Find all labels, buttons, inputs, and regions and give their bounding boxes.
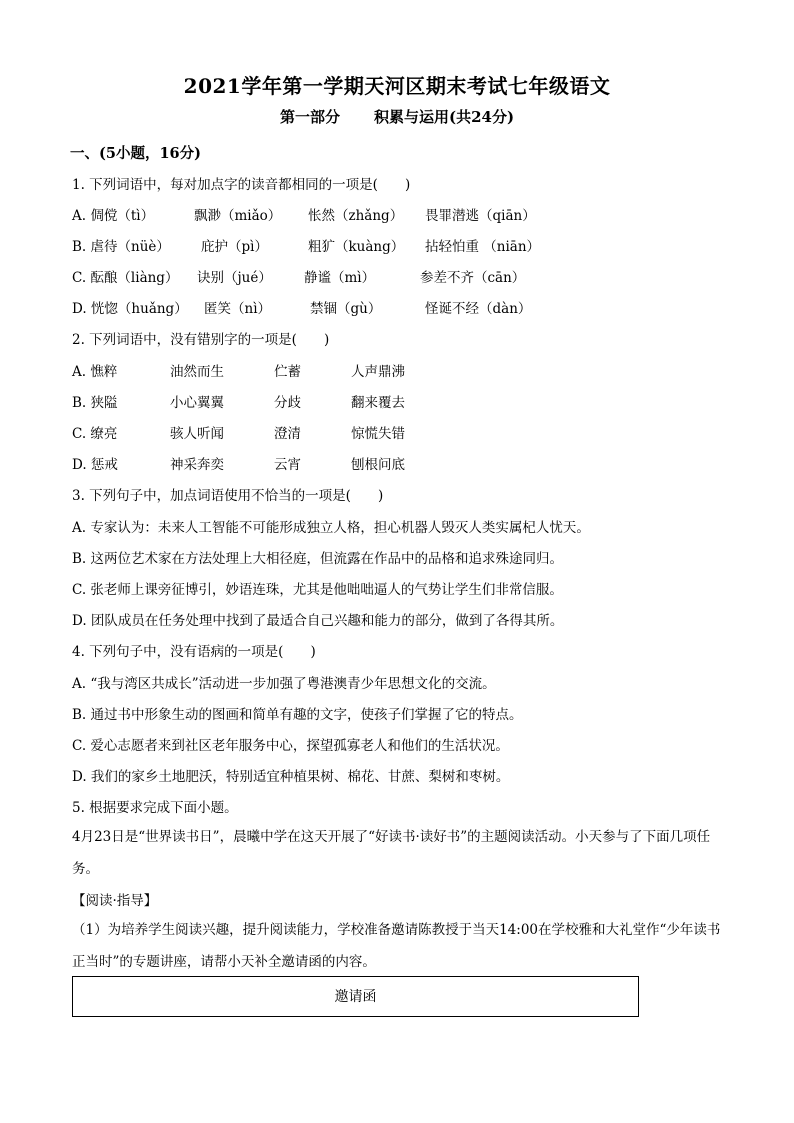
q1-option-c-4: 参差不齐（cān） — [420, 270, 526, 286]
q1-option-a-1: A. 倜傥（tì） — [72, 208, 155, 224]
q3-option-a: A. 专家认为：未来人工智能不可能形成独立人格，担心机器人毁灭人类实属杞人忧天。 — [72, 520, 590, 536]
q5-task-1: （1）为培养学生阅读兴趣，提升阅读能力，学校准备邀请陈教授于当天14:00在学校雅和大礼堂作“少年读书正当时”的专题讲座，请帮小天补全邀请函的内容。 — [72, 922, 721, 970]
q1-option-a-2: 飘渺（miǎo） — [194, 208, 282, 224]
q2-option-d-3: 云宵 — [274, 457, 301, 473]
q3-option-c: C. 张老师上课旁征博引，妙语连珠，尤其是他咄咄逼人的气势让学生们非常信服。 — [72, 582, 563, 598]
q2-option-b-3: 分歧 — [274, 395, 301, 411]
q1-option-c-2: 诀别（jué） — [197, 270, 272, 286]
q4-option-b: B. 通过书中形象生动的图画和简单有趣的文字，使孩子们掌握了它的特点。 — [72, 707, 523, 723]
q2-option-a-4: 人声鼎沸 — [351, 364, 405, 380]
q2-option-a-3: 伫蓄 — [274, 364, 301, 380]
q1-option-c-3: 静谧（mì） — [304, 270, 376, 286]
q1-option-a-3: 怅然（zhǎng） — [308, 208, 404, 224]
q1-option-d-4: 怪诞不经（dàn） — [425, 301, 532, 317]
q2-option-c-3: 澄清 — [274, 426, 301, 442]
q2-option-b-1: B. 狭隘 — [72, 395, 118, 411]
q2-option-d-1: D. 惩戒 — [72, 457, 118, 473]
q2-option-b-4: 翻来覆去 — [351, 395, 405, 411]
q1-option-b-2: 庇护（pì） — [201, 239, 268, 255]
q3-option-d: D. 团队成员在任务处理中找到了最适合自己兴趣和能力的部分，做到了各得其所。 — [72, 613, 564, 629]
q2-option-c-4: 惊慌失错 — [351, 426, 405, 442]
q2-option-c-1: C. 缭亮 — [72, 426, 118, 442]
question-1-stem: 1. 下列词语中，每对加点字的读音都相同的一项是( ) — [72, 177, 411, 193]
section-heading: 一、(5小题，16分) — [70, 145, 201, 162]
q1-option-b-3: 粗犷（kuàng） — [308, 239, 405, 255]
q1-option-b-1: B. 虐待（nüè） — [72, 239, 170, 255]
q3-option-b: B. 这两位艺术家在方法处理上大相径庭，但流露在作品中的品格和追求殊途同归。 — [72, 551, 564, 567]
q2-option-d-2: 神采奔奕 — [170, 457, 224, 473]
part-heading — [0, 106, 794, 127]
q2-option-a-2: 油然而生 — [170, 364, 224, 380]
question-3-stem: 3. 下列句子中，加点词语使用不恰当的一项是( ) — [72, 488, 384, 504]
invitation-title: 邀请函 — [334, 989, 377, 1005]
q1-option-d-1: D. 恍惚（huǎng） — [72, 301, 188, 317]
q5-intro: 4月23日是“世界读书日”，晨曦中学在这天开展了“好读书·读好书”的主题阅读活动。小天参与了下面几项任务。 — [72, 829, 711, 877]
question-5-stem: 5. 根据要求完成下面小题。 — [72, 800, 238, 816]
part-title: 积累与运用(共24分) — [373, 108, 515, 126]
question-2-stem: 2. 下列词语中，没有错别字的一项是( ) — [72, 332, 330, 348]
q4-option-d: D. 我们的家乡土地肥沃，特别适宜种植果树、棉花、甘蔗、梨树和枣树。 — [72, 769, 510, 785]
q1-option-a-4: 畏罪潜逃（qiān） — [425, 208, 536, 224]
q2-option-d-4: 刨根问底 — [351, 457, 405, 473]
q5-subhead: 【阅读·指导】 — [72, 893, 158, 909]
q2-option-b-2: 小心翼翼 — [170, 395, 224, 411]
invitation-box — [72, 976, 639, 1017]
q1-option-d-3: 禁锢（gù） — [310, 301, 382, 317]
part-label: 第一部分 — [279, 108, 340, 126]
q4-option-c: C. 爱心志愿者来到社区老年服务中心，探望孤寡老人和他们的生活状况。 — [72, 738, 509, 754]
q2-option-c-2: 骇人听闻 — [170, 426, 224, 442]
q2-option-a-1: A. 憔粹 — [72, 364, 118, 380]
q1-option-c-1: C. 酝酿（liàng） — [72, 270, 179, 286]
q4-option-a: A. “我与湾区共成长”活动进一步加强了粤港澳青少年思想文化的交流。 — [72, 676, 496, 692]
q1-option-d-2: 匿笑（nì） — [204, 301, 272, 317]
q1-option-b-4: 拈轻怕重 （niān） — [425, 239, 541, 255]
question-4-stem: 4. 下列句子中，没有语病的一项是( ) — [72, 644, 316, 660]
exam-title: 2021学年第一学期天河区期末考试七年级语文 — [183, 74, 611, 98]
